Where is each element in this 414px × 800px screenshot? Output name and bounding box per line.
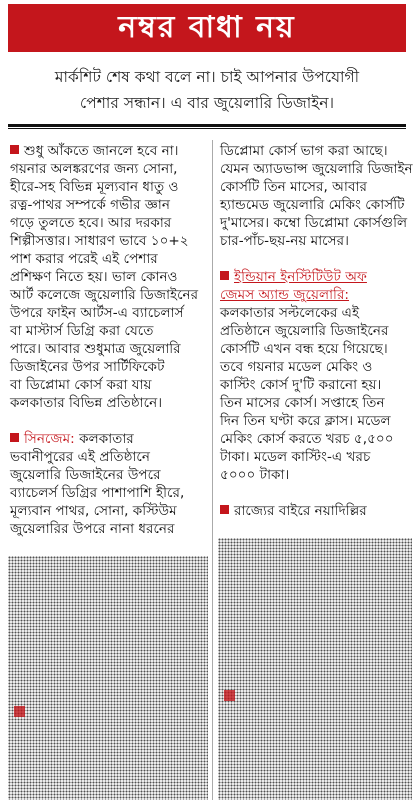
bullet-square-icon xyxy=(14,706,25,717)
text-line: রত্ন-পাথর সম্পর্কে গভীর জ্ঞান xyxy=(10,197,170,213)
text-line: মূল্যবান পাথর, সোনা, কস্টিউম xyxy=(10,503,177,519)
text-line: আর্ট কলেজে জুয়েলারি ডিজাইনের xyxy=(10,287,199,303)
text-line: কোর্সটি তিন মাসের, আবার xyxy=(220,179,367,195)
text-line: ডিজাইনের উপর সার্টিফিকেট xyxy=(10,359,165,375)
text-line: পাশ করার পরেই এই পেশার xyxy=(10,251,158,267)
text-line: গয়নার অলঙ্করণের জন্য সোনা, xyxy=(10,161,178,177)
text-line: হীরে-সহ বিভিন্ন মূল্যবান ধাতু ও xyxy=(10,179,179,195)
text-line: গড়ে তুলতে হবে। আর দরকার xyxy=(10,215,172,231)
headline-banner xyxy=(8,4,406,52)
text-line: দু'মাসের। কম্বো ডিপ্লোমা কোর্সগুলি xyxy=(220,215,408,231)
text-line: ভবানীপুরের এই প্রতিষ্ঠানে xyxy=(10,449,150,465)
text-line: জুয়েলারির উপরে নানা ধরনের xyxy=(10,521,175,537)
section-heading: সিনজেম: xyxy=(24,431,75,447)
text-line: কলকাতার সল্টলেকের এই xyxy=(220,305,360,321)
text-line: টাকা। মডেল কাস্টিং-এ খরচ xyxy=(220,449,371,465)
text-line: উপরে ফাইন আর্টস-এ ব্যাচেলার্স xyxy=(10,305,184,321)
section-heading: জেমস অ্যান্ড জুয়েলারি: xyxy=(220,287,350,303)
deck-line: পেশার সন্ধান। এ বার জুয়েলারি ডিজাইন। xyxy=(79,94,335,112)
deck-line: মার্কশিট শেষ কথা বলে না। চাই আপনার উপযোগী xyxy=(54,68,360,86)
illegible-region-right xyxy=(218,538,412,800)
text-line: কলকাতার বিভিন্ন প্রতিষ্ঠানে। xyxy=(10,395,163,411)
text-line: তবে গয়নার মডেল মেকিং ও xyxy=(220,359,373,375)
text-line: যেমন অ্যাডভান্স জুয়েলারি ডিজাইন xyxy=(220,161,413,177)
text-line: সিনজেম: কলকাতার xyxy=(10,430,206,448)
text-line: চার-পাঁচ-ছয়-নয় মাসের। xyxy=(220,233,349,249)
text-line: শুধু আঁকতে জানলে হবে না। xyxy=(10,142,206,160)
text-line: রাজ্যের বাইরে নয়াদিল্লির xyxy=(220,502,410,520)
text-line: প্রশিক্ষণ নিতে হয়। ভাল কোনও xyxy=(10,269,178,285)
text-line: প্রতিষ্ঠানে জুয়েলারি ডিজাইনের xyxy=(220,323,389,339)
bullet-square-icon xyxy=(10,433,19,442)
bullet-square-icon xyxy=(10,145,19,154)
text-line: শিল্পীসত্তার। সাধারণ ভাবে ১০+২ xyxy=(10,233,189,249)
text-line: ডিপ্লোমা কোর্স ভাগ করা আছে। xyxy=(220,143,388,159)
text-line: বা মাস্টার্স ডিগ্রি করা যেতে xyxy=(10,323,154,339)
text-line: দিন তিন ঘণ্টা করে ক্লাস। মডেল xyxy=(220,413,391,429)
bullet-square-icon xyxy=(220,505,229,514)
illegible-region-left xyxy=(8,556,208,800)
text-line: হ্যান্ডমেড জুয়েলারি মেকিং কোর্সটি xyxy=(220,197,405,213)
deck-text xyxy=(8,64,406,116)
section-heading: ইন্ডিয়ান ইনস্টিটিউট অফ xyxy=(220,268,410,286)
column-separator xyxy=(212,140,213,800)
text-line: তিন মাসের কোর্স। সপ্তাহে তিন xyxy=(220,395,385,411)
text-line: ৫০০০ টাকা। xyxy=(220,467,290,483)
diploma-paragraph xyxy=(220,142,413,250)
right-column xyxy=(220,142,413,520)
text-line: পারে। আবার শুধুমাত্র জুয়েলারি xyxy=(10,341,181,357)
iigj-paragraph xyxy=(220,268,410,484)
intro-paragraph xyxy=(10,142,206,412)
bullet-square-icon xyxy=(224,690,235,701)
text-line: বা ডিপ্লোমা কোর্স করা যায় xyxy=(10,377,152,393)
text-line: কাস্টিং কোর্স দু'টি করানো হয়। xyxy=(220,377,382,393)
headline-title: নম্বর বাধা নয় xyxy=(118,9,296,45)
text-line: ব্যাচেলর্স ডিগ্রির পাশাপাশি হীরে, xyxy=(10,485,185,501)
text-line: মেকিং কোর্স করতে খরচ ৫,৫০০ xyxy=(220,431,394,447)
text-line: জুয়েলারি ডিজাইনের উপরে xyxy=(10,467,161,483)
header-rule xyxy=(8,124,406,127)
sinzem-paragraph xyxy=(10,430,206,538)
bullet-square-icon xyxy=(220,271,229,280)
left-column xyxy=(10,142,206,538)
delhi-paragraph xyxy=(220,502,410,520)
header-rule-thin xyxy=(8,128,406,129)
text-line: কোর্সটি এখন বন্ধ হয়ে গিয়েছে। xyxy=(220,341,388,357)
